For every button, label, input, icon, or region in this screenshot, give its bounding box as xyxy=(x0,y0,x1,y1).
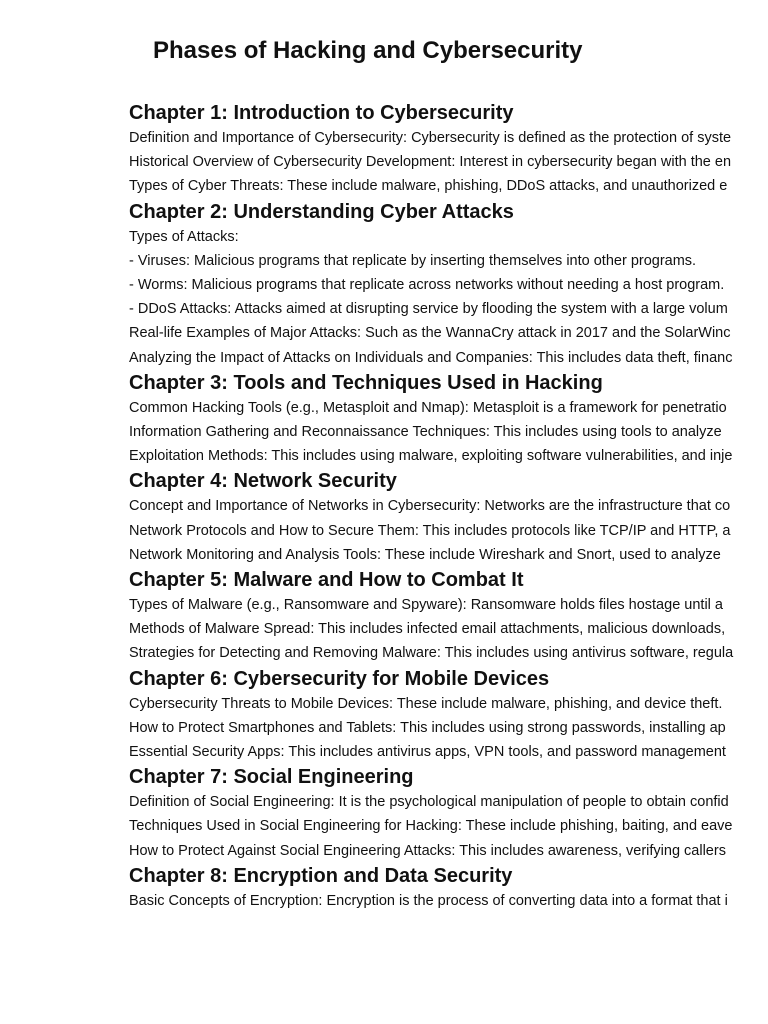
chapter-heading: Chapter 1: Introduction to Cybersecurity xyxy=(129,102,514,124)
list-item: - DDoS Attacks: Attacks aimed at disrupting service by flooding the system with a large volum xyxy=(129,301,728,318)
paragraph-line: Methods of Malware Spread: This includes infected email attachments, malicious downloads, xyxy=(129,621,726,638)
paragraph-line: Historical Overview of Cybersecurity Development: Interest in cybersecurity began with the en xyxy=(129,154,732,171)
chapter-heading: Chapter 6: Cybersecurity for Mobile Devices xyxy=(129,667,550,690)
paragraph-line: Analyzing the Impact of Attacks on Individuals and Companies: This includes data theft, financ xyxy=(129,349,733,366)
paragraph-line: How to Protect Against Social Engineering Attacks: This includes awareness, verifying callers xyxy=(129,842,726,859)
chapter-heading: Chapter 8: Encryption and Data Security xyxy=(129,864,513,887)
paragraph-line: How to Protect Smartphones and Tablets: This includes using strong passwords, installing ap xyxy=(129,719,726,736)
chapter-heading: Chapter 7: Social Engineering xyxy=(129,766,414,789)
paragraph-line: Techniques Used in Social Engineering for Hacking: These include phishing, baiting, and eave xyxy=(129,818,733,835)
paragraph-line: Network Monitoring and Analysis Tools: These include Wireshark and Snort, used to analyze xyxy=(129,546,721,563)
paragraph-line: Essential Security Apps: This includes antivirus apps, VPN tools, and password management xyxy=(129,744,726,761)
chapter-heading: Chapter 5: Malware and How to Combat It xyxy=(129,569,524,592)
paragraph-line: Basic Concepts of Encryption: Encryption is the process of converting data into a format that i xyxy=(129,892,728,909)
paragraph-line: Cybersecurity Threats to Mobile Devices: These include malware, phishing, and device theft. xyxy=(129,695,723,712)
paragraph-line: Real-life Examples of Major Attacks: Such as the WannaCry attack in 2017 and the SolarWinc xyxy=(129,325,731,342)
chapter-2 xyxy=(129,199,768,370)
paragraph-line: Common Hacking Tools (e.g., Metasploit and Nmap): Metasploit is a framework for penetratio xyxy=(129,399,727,416)
list-item: - Viruses: Malicious programs that replicate by inserting themselves into other programs. xyxy=(129,252,697,269)
chapter-4 xyxy=(129,468,768,567)
chapter-8 xyxy=(129,863,768,913)
paragraph-line: Strategies for Detecting and Removing Malware: This includes using antivirus software, regula xyxy=(129,645,734,662)
chapter-1 xyxy=(129,100,768,199)
chapter-heading: Chapter 2: Understanding Cyber Attacks xyxy=(129,200,514,223)
list-item: - Worms: Malicious programs that replicate across networks without needing a host program. xyxy=(129,277,725,294)
page-title: Phases of Hacking and Cybersecurity xyxy=(153,37,583,64)
paragraph-line: Definition and Importance of Cybersecurity: Cybersecurity is defined as the protection of syste xyxy=(129,130,732,146)
chapter-6 xyxy=(129,666,768,765)
paragraph-line: Types of Malware (e.g., Ransomware and Spyware): Ransomware holds files hostage until a xyxy=(129,597,723,614)
paragraph-line: Network Protocols and How to Secure Them: This includes protocols like TCP/IP and HTTP, a xyxy=(129,522,731,539)
chapter-5 xyxy=(129,567,768,666)
chapter-7 xyxy=(129,764,768,863)
chapter-3 xyxy=(129,370,768,469)
document-body xyxy=(129,100,768,913)
paragraph-line: Types of Cyber Threats: These include malware, phishing, DDoS attacks, and unauthorized e xyxy=(129,178,728,195)
chapter-heading: Chapter 3: Tools and Techniques Used in Hacking xyxy=(129,371,603,394)
chapter-heading: Chapter 4: Network Security xyxy=(129,470,397,493)
paragraph-line: Definition of Social Engineering: It is the psychological manipulation of people to obtain confid xyxy=(129,794,729,811)
paragraph-line: Types of Attacks: xyxy=(129,228,239,245)
paragraph-line: Concept and Importance of Networks in Cybersecurity: Networks are the infrastructure that co xyxy=(129,498,731,515)
paragraph-line: Information Gathering and Reconnaissance Techniques: This includes using tools to analyze xyxy=(129,424,722,441)
paragraph-line: Exploitation Methods: This includes using malware, exploiting software vulnerabilities, and inje xyxy=(129,448,733,465)
